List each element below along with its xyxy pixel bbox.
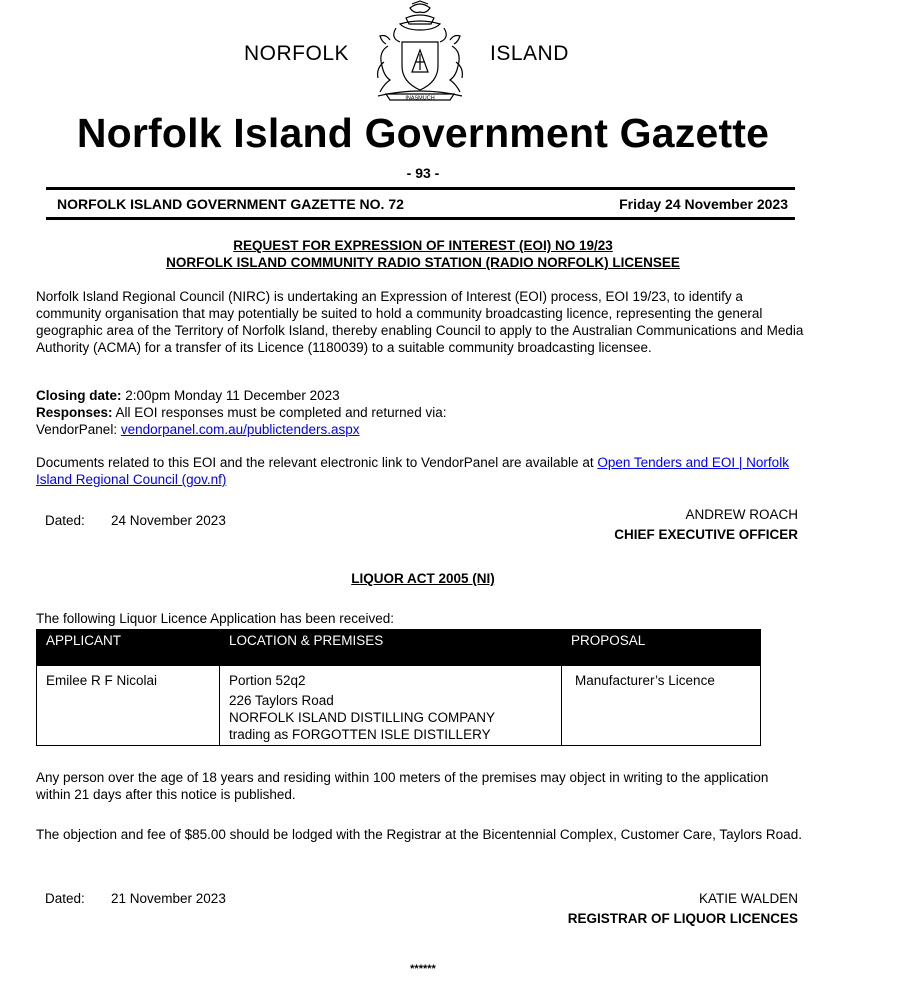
issue-date: Friday 24 November 2023 bbox=[619, 196, 788, 212]
header-bottom-rule bbox=[46, 217, 795, 220]
closing-date bbox=[36, 387, 806, 404]
responses-value: All EOI responses must be completed and returned via: bbox=[112, 405, 447, 420]
eoi-dated-value: 24 November 2023 bbox=[111, 513, 226, 528]
liquor-dated-value: 21 November 2023 bbox=[111, 891, 226, 906]
masthead-island-word: ISLAND bbox=[490, 42, 569, 65]
liquor-signatory-name: KATIE WALDEN bbox=[698, 891, 798, 906]
closing-date-value: 2:00pm Monday 11 December 2023 bbox=[121, 388, 340, 403]
column-header-proposal: PROPOSAL bbox=[562, 630, 761, 666]
eoi-heading-line1: REQUEST FOR EXPRESSION OF INTEREST (EOI) NO 19/23 bbox=[233, 238, 613, 253]
gazette-title: Norfolk Island Government Gazette bbox=[76, 110, 770, 156]
end-marker: ****** bbox=[410, 963, 436, 975]
table-row bbox=[37, 666, 761, 746]
documents-text: Documents related to this EOI and the relevant electronic link to VendorPanel are available at bbox=[36, 455, 598, 470]
open-tenders-link[interactable]: Open Tenders and EOI | Norfolk Island Regional Council (gov.nf) bbox=[36, 455, 789, 487]
vendorpanel-line bbox=[36, 421, 806, 438]
eoi-dated bbox=[45, 513, 226, 528]
eoi-signatory-title: CHIEF EXECUTIVE OFFICER bbox=[614, 527, 798, 542]
liquor-heading: LIQUOR ACT 2005 (NI) bbox=[351, 571, 495, 586]
masthead-norfolk-word: NORFOLK bbox=[244, 42, 350, 65]
location-line: Portion 52q2 bbox=[229, 673, 306, 688]
location-line: trading as FORGOTTEN ISLE DISTILLERY bbox=[229, 727, 491, 742]
gazette-number: NORFOLK ISLAND GOVERNMENT GAZETTE NO. 72 bbox=[57, 196, 404, 212]
table-header-row bbox=[37, 630, 761, 666]
page-number: - 93 - bbox=[406, 165, 440, 181]
eoi-signatory-name: ANDREW ROACH bbox=[685, 507, 798, 522]
liquor-intro: The following Liquor Licence Application has been received: bbox=[36, 611, 394, 626]
eoi-dated-label: Dated: bbox=[45, 513, 85, 528]
applicant-cell: Emilee R F Nicolai bbox=[37, 666, 220, 746]
vendorpanel-label: VendorPanel: bbox=[36, 422, 121, 437]
vendorpanel-link[interactable]: vendorpanel.com.au/publictenders.aspx bbox=[120, 422, 360, 437]
liquor-dated-label: Dated: bbox=[45, 891, 85, 906]
liquor-application-table bbox=[36, 629, 761, 746]
closing-date-label: Closing date: bbox=[36, 388, 122, 403]
header-top-rule bbox=[46, 187, 795, 190]
objection-paragraph: Any person over the age of 18 years and residing within 100 meters of the premises may object in writing to the application within 21 days after this notice is published. bbox=[36, 770, 769, 802]
documents-paragraph bbox=[36, 454, 806, 488]
norfolk-island-coat-of-arms-icon bbox=[360, 0, 480, 110]
column-header-applicant: APPLICANT bbox=[37, 630, 220, 666]
crest-motto: INASMUCH bbox=[405, 95, 435, 102]
location-line: NORFOLK ISLAND DISTILLING COMPANY bbox=[229, 710, 496, 725]
liquor-dated bbox=[45, 891, 226, 906]
liquor-signatory-title: REGISTRAR OF LIQUOR LICENCES bbox=[567, 911, 798, 926]
proposal-cell: Manufacturer’s Licence bbox=[562, 666, 761, 746]
location-cell bbox=[220, 666, 562, 746]
eoi-body: Norfolk Island Regional Council (NIRC) is undertaking an Expression of Interest (EOI) process, EOI 19/23, to identify a community organisation that may potentially be suited to hold a community broadcasting licence, representing the general geographic area of the Territory of Norfolk Island, thereby enabling Council to apply to the Australian Communications and Media Authority (ACMA) for a transfer of its Licence (1180039) to a suitable community broadcasting licensee. bbox=[36, 289, 804, 355]
eoi-heading-line2: NORFOLK ISLAND COMMUNITY RADIO STATION (RADIO NORFOLK) LICENSEE bbox=[166, 255, 680, 270]
responses-label: Responses: bbox=[36, 405, 113, 420]
responses bbox=[36, 404, 806, 421]
column-header-location: LOCATION & PREMISES bbox=[220, 630, 562, 666]
location-line: 226 Taylors Road bbox=[229, 692, 334, 708]
fee-paragraph: The objection and fee of $85.00 should be lodged with the Registrar at the Bicentennial Complex, Customer Care, Taylors Road. bbox=[36, 827, 802, 842]
